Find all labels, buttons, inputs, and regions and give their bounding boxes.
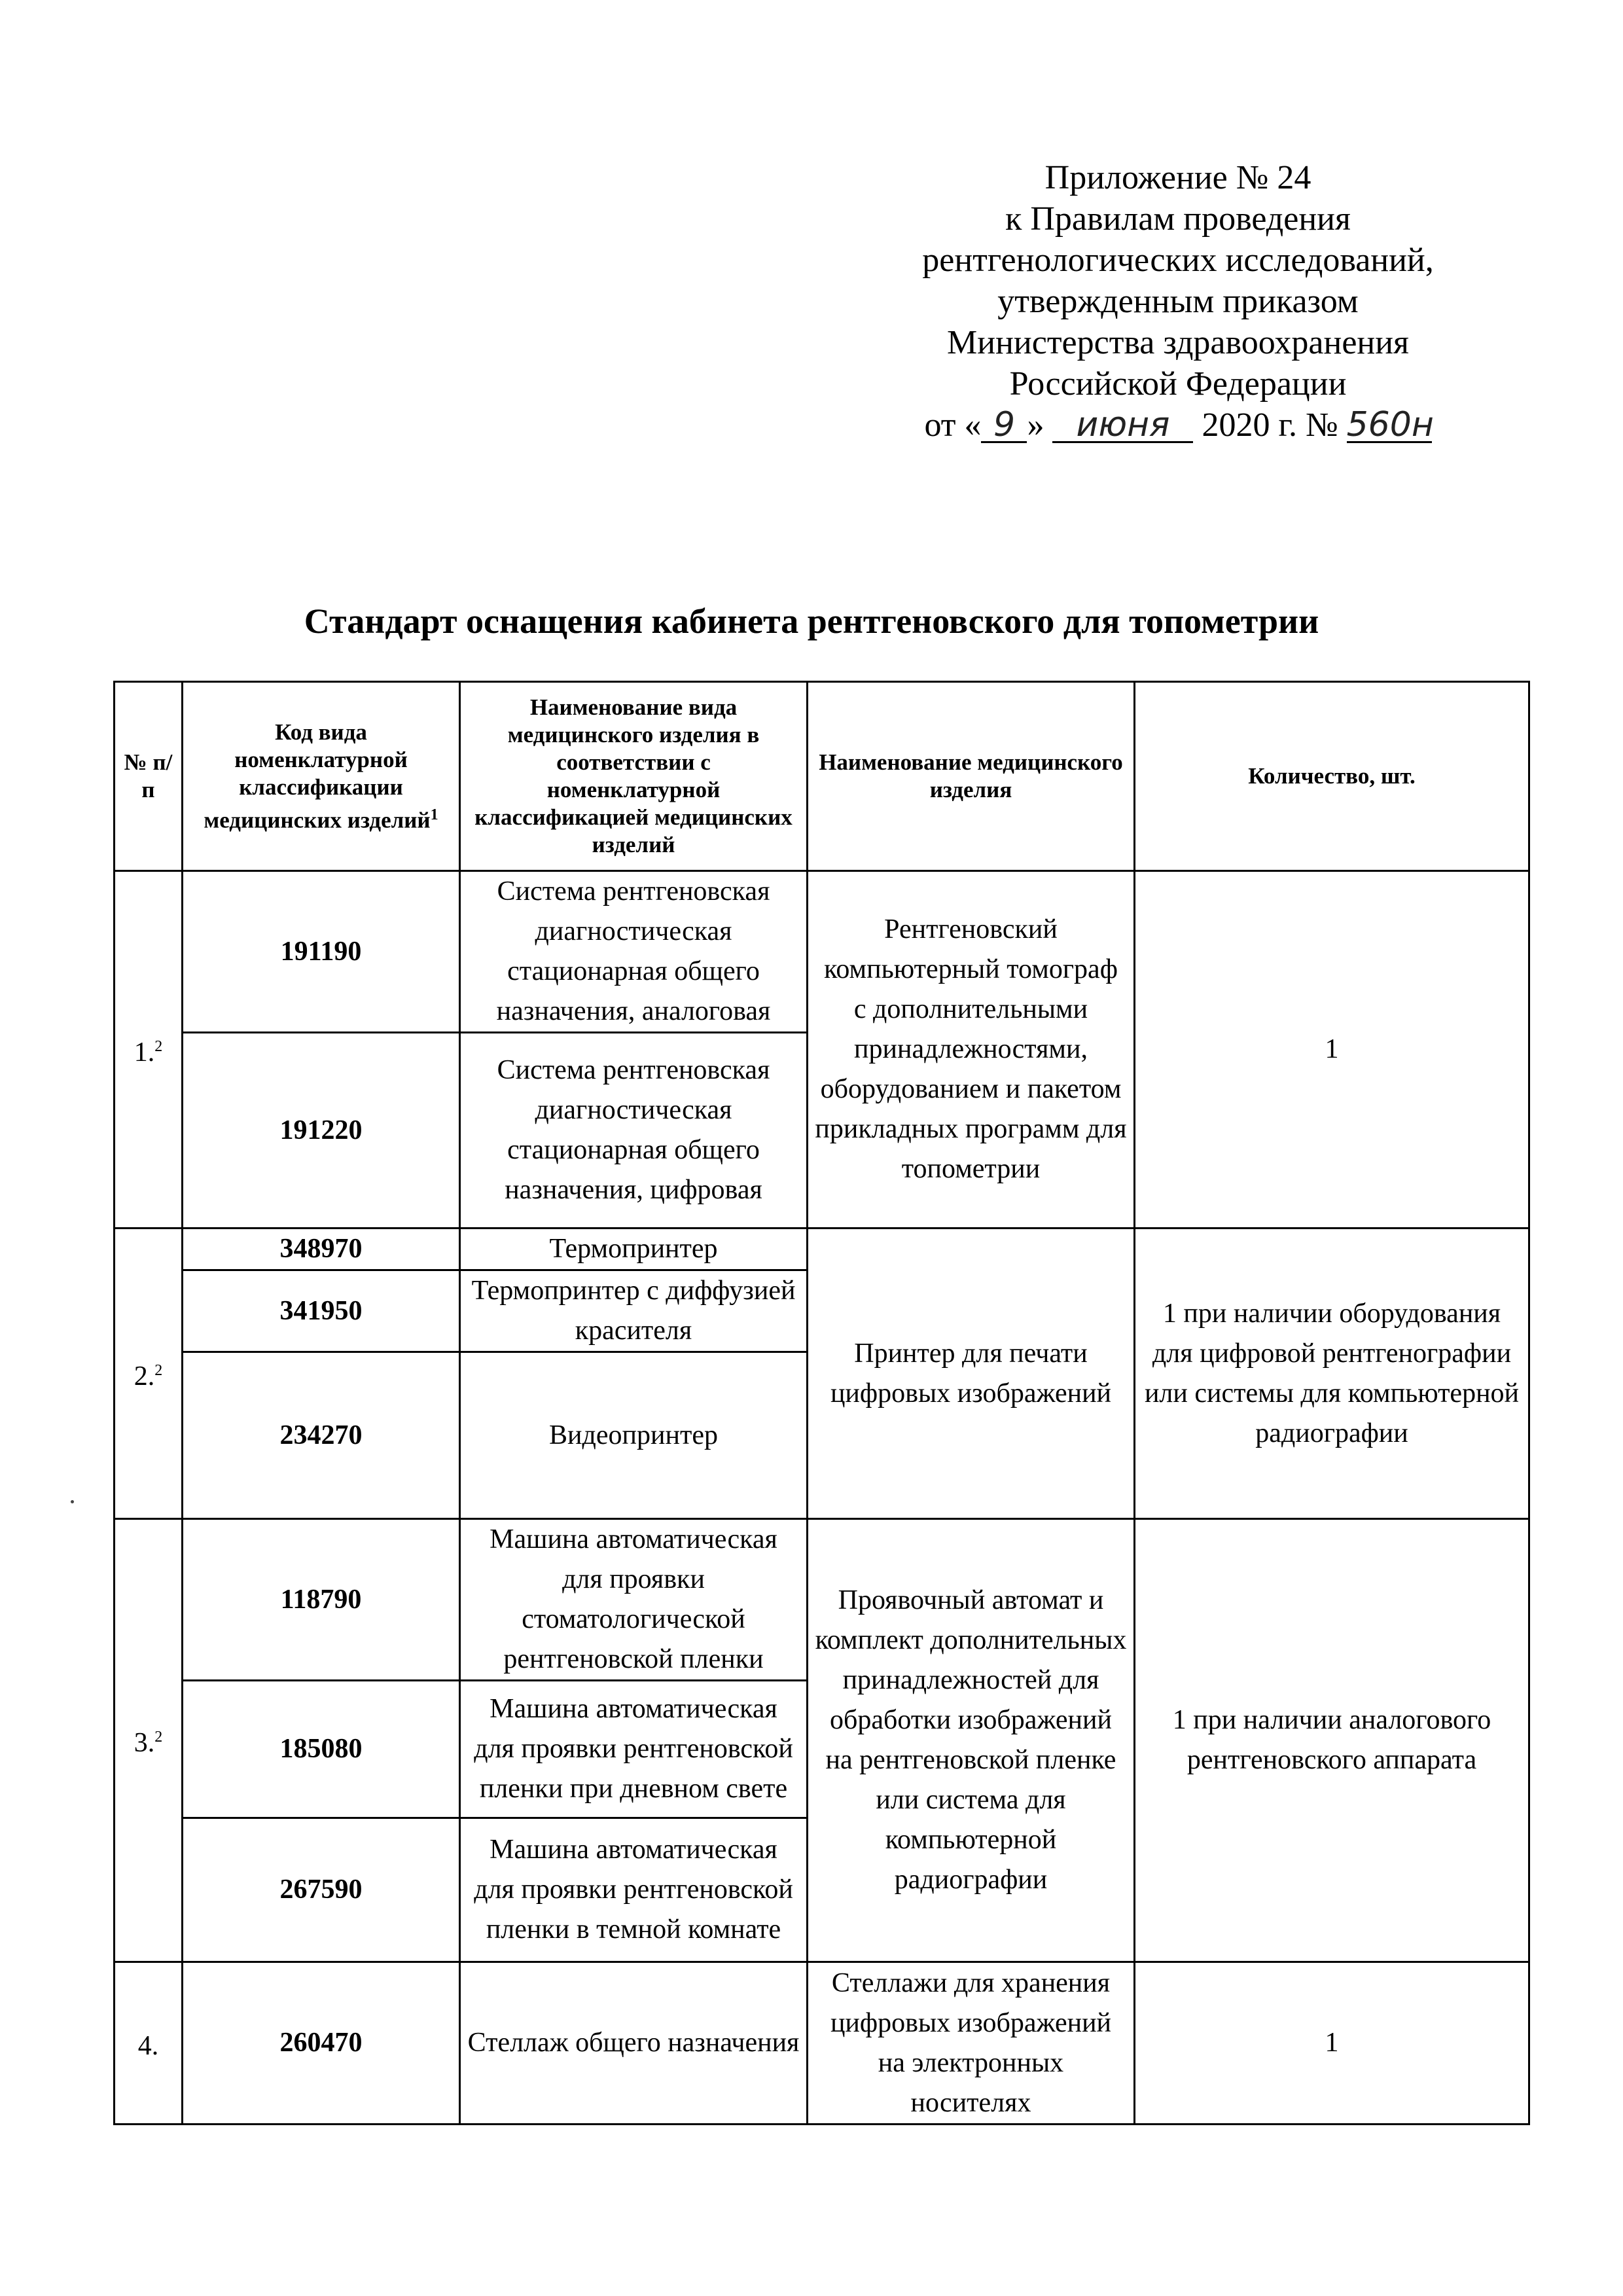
table-row	[115, 1962, 1529, 2125]
handwritten-day: 9	[981, 408, 1027, 443]
handwritten-month: июня	[1052, 408, 1193, 443]
year-text: 2020 г. №	[1202, 406, 1338, 444]
kind-cell: Машина автоматическая для проявки рентгеновской пленки в темной комнате	[460, 1818, 808, 1962]
header-kind: Наименование вида медицинского изделия в соответствии с номенклатурной классификацией медицинских изделий	[460, 682, 808, 871]
page-title: Стандарт оснащения кабинета рентгеновского для топометрии	[304, 601, 1319, 641]
name-cell: Стеллажи для хранения цифровых изображений на электронных носителях	[808, 1962, 1135, 2125]
kind-cell: Система рентгеновская диагностическая стационарная общего назначения, аналоговая	[460, 871, 808, 1033]
header-qty: Количество, шт.	[1135, 682, 1529, 871]
table-row	[115, 871, 1529, 1033]
header-name: Наименование медицинского изделия	[808, 682, 1135, 871]
appendix-line: рентгенологических исследований,	[922, 242, 1434, 279]
qty-cell: 1	[1135, 1962, 1529, 2125]
qty-cell: 1	[1135, 871, 1529, 1229]
handwritten-order-number: 560н	[1346, 405, 1434, 444]
appendix-line: Приложение № 24	[1044, 159, 1311, 196]
name-cell: Проявочный автомат и комплект дополнительных принадлежностей для обработки изображений на рентгеновской пленке или система для компьютерной радиографии	[808, 1519, 1135, 1962]
header-num: № п/п	[115, 682, 183, 871]
equipment-table	[113, 681, 1530, 2125]
kind-cell: Система рентгеновская диагностическая стационарная общего назначения, цифровая	[460, 1033, 808, 1229]
kind-cell: Стеллаж общего назначения	[460, 1962, 808, 2125]
code-cell: 185080	[183, 1681, 460, 1818]
appendix-line: Российской Федерации	[1009, 365, 1347, 403]
row-num: 3.$^2$	[115, 1519, 183, 1962]
code-cell: 191190	[183, 871, 460, 1033]
date-prefix: от «	[924, 406, 982, 444]
quote-close: »	[1027, 406, 1044, 444]
table-header-row	[115, 682, 1529, 871]
scan-speck	[71, 1500, 74, 1503]
row-num: 1.$^2$	[115, 871, 183, 1229]
code-cell: 191220	[183, 1033, 460, 1229]
name-cell: Принтер для печати цифровых изображений	[808, 1229, 1135, 1519]
code-cell: 341950	[183, 1270, 460, 1352]
row-num: 2.$^2$	[115, 1229, 183, 1519]
code-cell: 234270	[183, 1352, 460, 1519]
kind-cell: Видеопринтер	[460, 1352, 808, 1519]
table-row	[115, 1229, 1529, 1270]
kind-cell: Машина автоматическая для проявки рентгеновской пленки при дневном свете	[460, 1681, 808, 1818]
appendix-line: к Правилам проведения	[1005, 200, 1351, 238]
code-cell: 118790	[183, 1519, 460, 1681]
name-cell: Рентгеновский компьютерный томограф с дополнительными принадлежностями, оборудованием и пакетом прикладных программ для топометрии	[808, 871, 1135, 1229]
header-code	[183, 682, 460, 871]
appendix-line: утвержденным приказом	[997, 283, 1359, 320]
order-date-line	[857, 404, 1499, 446]
kind-cell: Термопринтер	[460, 1229, 808, 1270]
kind-cell: Термопринтер с диффузией красителя	[460, 1270, 808, 1352]
appendix-header	[857, 157, 1499, 446]
code-cell: 267590	[183, 1818, 460, 1962]
table-row	[115, 1519, 1529, 1681]
row-num: 4.	[115, 1962, 183, 2125]
code-cell: 260470	[183, 1962, 460, 2125]
code-cell: 348970	[183, 1229, 460, 1270]
kind-cell: Машина автоматическая для проявки стоматологической рентгеновской пленки	[460, 1519, 808, 1681]
qty-cell: 1 при наличии оборудования для цифровой рентгенографии или системы для компьютерной радиографии	[1135, 1229, 1529, 1519]
header-code-text: Код вида номенклатурной классификации медицинских изделий	[204, 719, 431, 833]
footnote-ref: 1	[430, 806, 438, 823]
qty-cell: 1 при наличии аналогового рентгеновского аппарата	[1135, 1519, 1529, 1962]
appendix-line: Министерства здравоохранения	[947, 324, 1409, 361]
